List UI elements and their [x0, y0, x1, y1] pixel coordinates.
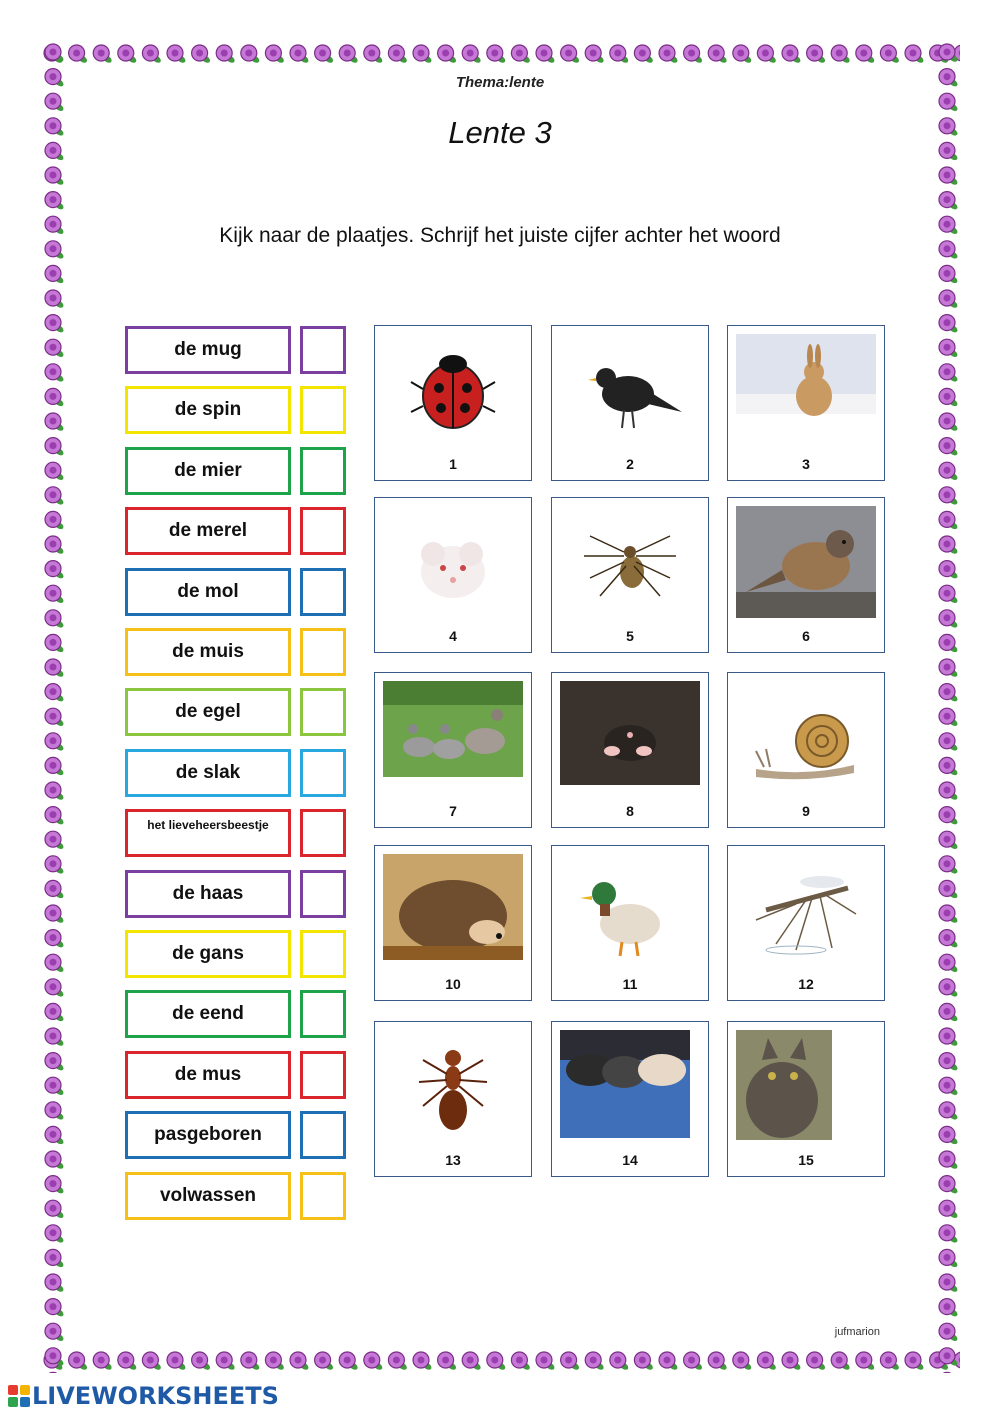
- word-label: de mol: [125, 568, 291, 616]
- word-label: de mus: [125, 1051, 291, 1099]
- page-title: Lente 3: [448, 115, 552, 150]
- word-label: de eend: [125, 990, 291, 1038]
- picture-card: [727, 1021, 885, 1177]
- picture-card: [727, 325, 885, 481]
- brand-icon: [8, 1385, 30, 1407]
- answer-input[interactable]: [300, 870, 346, 918]
- picture-number: 11: [622, 976, 638, 992]
- picture-number: 3: [802, 456, 810, 472]
- picture-card: [551, 325, 709, 481]
- word-label: de gans: [125, 930, 291, 978]
- picture-card: [727, 497, 885, 653]
- picture-card: [374, 672, 532, 828]
- picture-number: 7: [449, 803, 457, 819]
- picture-card: [551, 672, 709, 828]
- picture-card: [551, 845, 709, 1001]
- picture-card: [727, 672, 885, 828]
- picture-number: 1: [449, 456, 457, 472]
- answer-input[interactable]: [300, 1111, 346, 1159]
- newborn-kittens-icon: [560, 1030, 700, 1142]
- picture-number: 10: [445, 976, 461, 992]
- answer-input[interactable]: [300, 507, 346, 555]
- picture-number: 14: [622, 1152, 638, 1168]
- word-label: volwassen: [125, 1172, 291, 1220]
- hare-icon: [736, 334, 876, 446]
- hedgehog-icon: [383, 854, 523, 966]
- mosquito-icon: [736, 854, 876, 966]
- answer-input[interactable]: [300, 1051, 346, 1099]
- picture-number: 4: [449, 628, 457, 644]
- blackbird-icon: [560, 334, 700, 446]
- author-credit: jufmarion: [834, 1326, 880, 1338]
- answer-input[interactable]: [300, 447, 346, 495]
- picture-number: 2: [626, 456, 634, 472]
- picture-number: 8: [626, 803, 634, 819]
- mole-icon: [560, 681, 700, 793]
- answer-input[interactable]: [300, 568, 346, 616]
- answer-input[interactable]: [300, 326, 346, 374]
- flower-border-bottom: [40, 1347, 960, 1373]
- picture-number: 5: [626, 628, 634, 644]
- word-label: de egel: [125, 688, 291, 736]
- answer-input[interactable]: [300, 386, 346, 434]
- ant-icon: [383, 1030, 523, 1142]
- word-label: pasgeboren: [125, 1111, 291, 1159]
- word-label: de slak: [125, 749, 291, 797]
- picture-card: [374, 497, 532, 653]
- answer-input[interactable]: [300, 628, 346, 676]
- duck-icon: [560, 854, 700, 966]
- picture-card: [551, 1021, 709, 1177]
- word-label: het lieveheersbeestje: [125, 809, 291, 857]
- snail-icon: [736, 681, 876, 793]
- mouse-icon: [383, 506, 523, 618]
- answer-input[interactable]: [300, 930, 346, 978]
- adult-cat-icon: [736, 1030, 876, 1142]
- word-label: de spin: [125, 386, 291, 434]
- picture-card: [551, 497, 709, 653]
- picture-card: [374, 1021, 532, 1177]
- answer-input[interactable]: [300, 1172, 346, 1220]
- spider-icon: [560, 506, 700, 618]
- answer-input[interactable]: [300, 749, 346, 797]
- theme-label: Thema:lente: [455, 74, 545, 91]
- answer-input[interactable]: [300, 990, 346, 1038]
- word-label: de merel: [125, 507, 291, 555]
- flower-border-top: [40, 40, 960, 66]
- sparrow-icon: [736, 506, 876, 618]
- answer-input[interactable]: [300, 809, 346, 857]
- picture-number: 13: [445, 1152, 461, 1168]
- picture-number: 6: [802, 628, 810, 644]
- word-label: de muis: [125, 628, 291, 676]
- picture-number: 12: [798, 976, 814, 992]
- word-label: de mug: [125, 326, 291, 374]
- ladybug-icon: [383, 334, 523, 446]
- answer-input[interactable]: [300, 688, 346, 736]
- picture-card: [727, 845, 885, 1001]
- picture-card: [374, 845, 532, 1001]
- picture-number: 9: [802, 803, 810, 819]
- picture-number: 15: [798, 1152, 814, 1168]
- brand-name: LIVEWORKSHEETS: [32, 1382, 279, 1410]
- word-label: de mier: [125, 447, 291, 495]
- instruction-text: Kijk naar de plaatjes. Schrijf het juiste cijfer achter het woord: [219, 224, 781, 247]
- brand-logo: [8, 1382, 279, 1410]
- geese-icon: [383, 681, 523, 793]
- picture-card: [374, 325, 532, 481]
- word-label: de haas: [125, 870, 291, 918]
